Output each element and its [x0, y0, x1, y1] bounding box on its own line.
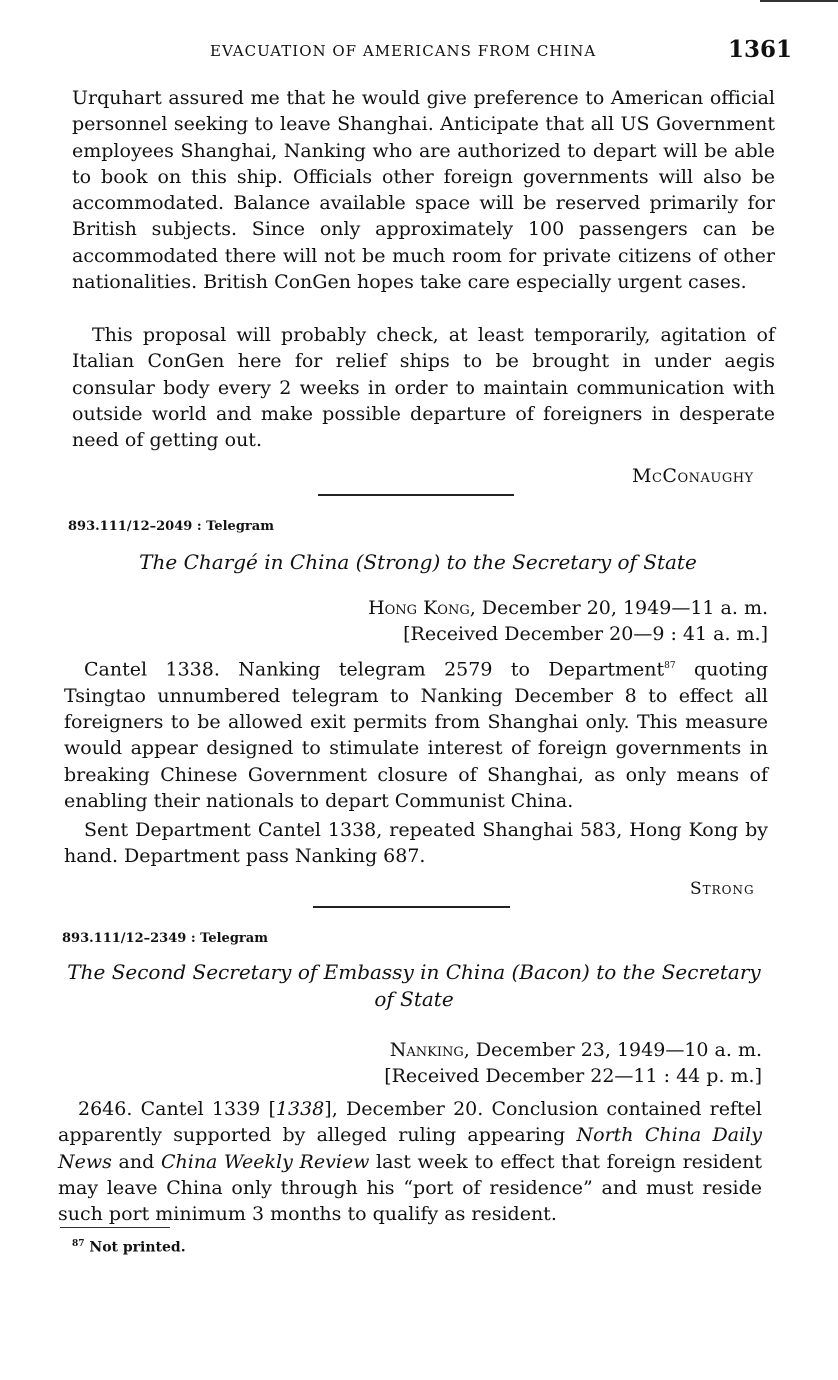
file-reference-2049: 893.111/12–2049 : Telegram: [68, 519, 274, 534]
doc3-text-4: last week to effect that foreign resident may leave China only through his “port of residence” and must reside such port minimum 3 months to qualify as resident.: [58, 1150, 763, 1226]
footnote-87: [72, 1239, 186, 1256]
top-edge-rule: [760, 0, 838, 2]
dateline-place: Hong Kong: [368, 597, 470, 619]
page-number: 1361: [728, 36, 793, 63]
received-line-2049: [Received December 20—9 : 41 a. m.]: [403, 623, 768, 645]
footnote-marker: 87: [72, 1239, 85, 1249]
footnote-text: Not printed.: [84, 1239, 186, 1256]
file-reference-2349: 893.111/12–2349 : Telegram: [62, 931, 268, 946]
document-heading-bacon: The Second Secretary of Embassy in China (Bacon) to the Secretary of State: [67, 960, 761, 1011]
block1-paragraph-1: Urquhart assured me that he would give preference to American official personnel seeking to leave Shanghai. Anticipate that all US Government employees Shanghai, Nanking who are authorized to depart will be able to book on this ship. Officials other foreign governments will also be accommodated. Balance available space will be reserved primarily for British subjects. Since only approximately 100 passengers can be accommodated there will not be much room for private citizens of other nationalities. British ConGen hopes take care especially urgent cases.: [72, 87, 775, 294]
block1-paragraph-2: This proposal will probably check, at least temporarily, agitation of Italian ConGen here for relief ships to be brought in under aegis consular body every 2 weeks in order to maintain communication with outside world and make possible departure of foreigners in desperate need of getting out.: [72, 324, 775, 452]
doc3-text-3: and: [111, 1150, 161, 1173]
signature-strong: Strong: [690, 879, 755, 899]
document-heading-strong: The Chargé in China (Strong) to the Secretary of State: [139, 550, 697, 574]
doc3-corrected-number: 1338: [275, 1098, 325, 1120]
footnote-rule: [60, 1227, 170, 1228]
dateline-place: Nanking: [389, 1039, 464, 1061]
doc3-text-2: ], December 20. Conclusion contained reftel apparently supported by alleged ruling appearing: [58, 1098, 762, 1147]
newspaper-north-china-daily-news: North China Daily News: [58, 1124, 762, 1173]
received-line-2349: [Received December 22—11 : 44 p. m.]: [384, 1065, 762, 1087]
footnote-ref-87: 87: [664, 661, 676, 671]
doc3-text-1: 2646. Cantel 1339 [: [78, 1098, 276, 1120]
section-divider-1: [318, 494, 514, 496]
dateline-nanking: [300, 1039, 762, 1061]
dateline-hong-kong: [300, 597, 768, 619]
dateline-date: , December 20, 1949—11 a. m.: [469, 597, 768, 619]
section-divider-2: [313, 906, 510, 908]
doc3-paragraph-1: [58, 1096, 762, 1227]
doc2-paragraph-1: [64, 653, 768, 814]
doc2-paragraph-2: Sent Department Cantel 1338, repeated Shanghai 583, Hong Kong by hand. Department pass Nanking 687.: [64, 819, 768, 868]
running-head: EVACUATION OF AMERICANS FROM CHINA: [210, 42, 597, 60]
dateline-date: , December 23, 1949—10 a. m.: [463, 1039, 762, 1061]
newspaper-china-weekly-review: China Weekly Review: [160, 1150, 370, 1173]
doc2-para1-text-b: quoting Tsingtao unnumbered telegram to Nanking December 8 to effect all foreigners to be allowed exit permits from Shanghai only. This measure would appear designed to stimulate interest of foreign governments in breaking Chinese Government closure of Shanghai, as only means of enabling their nationals to depart Communist China.: [64, 658, 768, 812]
signature-mcconaughy: McConaughy: [632, 465, 754, 487]
doc2-para1-text-a: Cantel 1338. Nanking telegram 2579 to Department: [84, 658, 665, 681]
